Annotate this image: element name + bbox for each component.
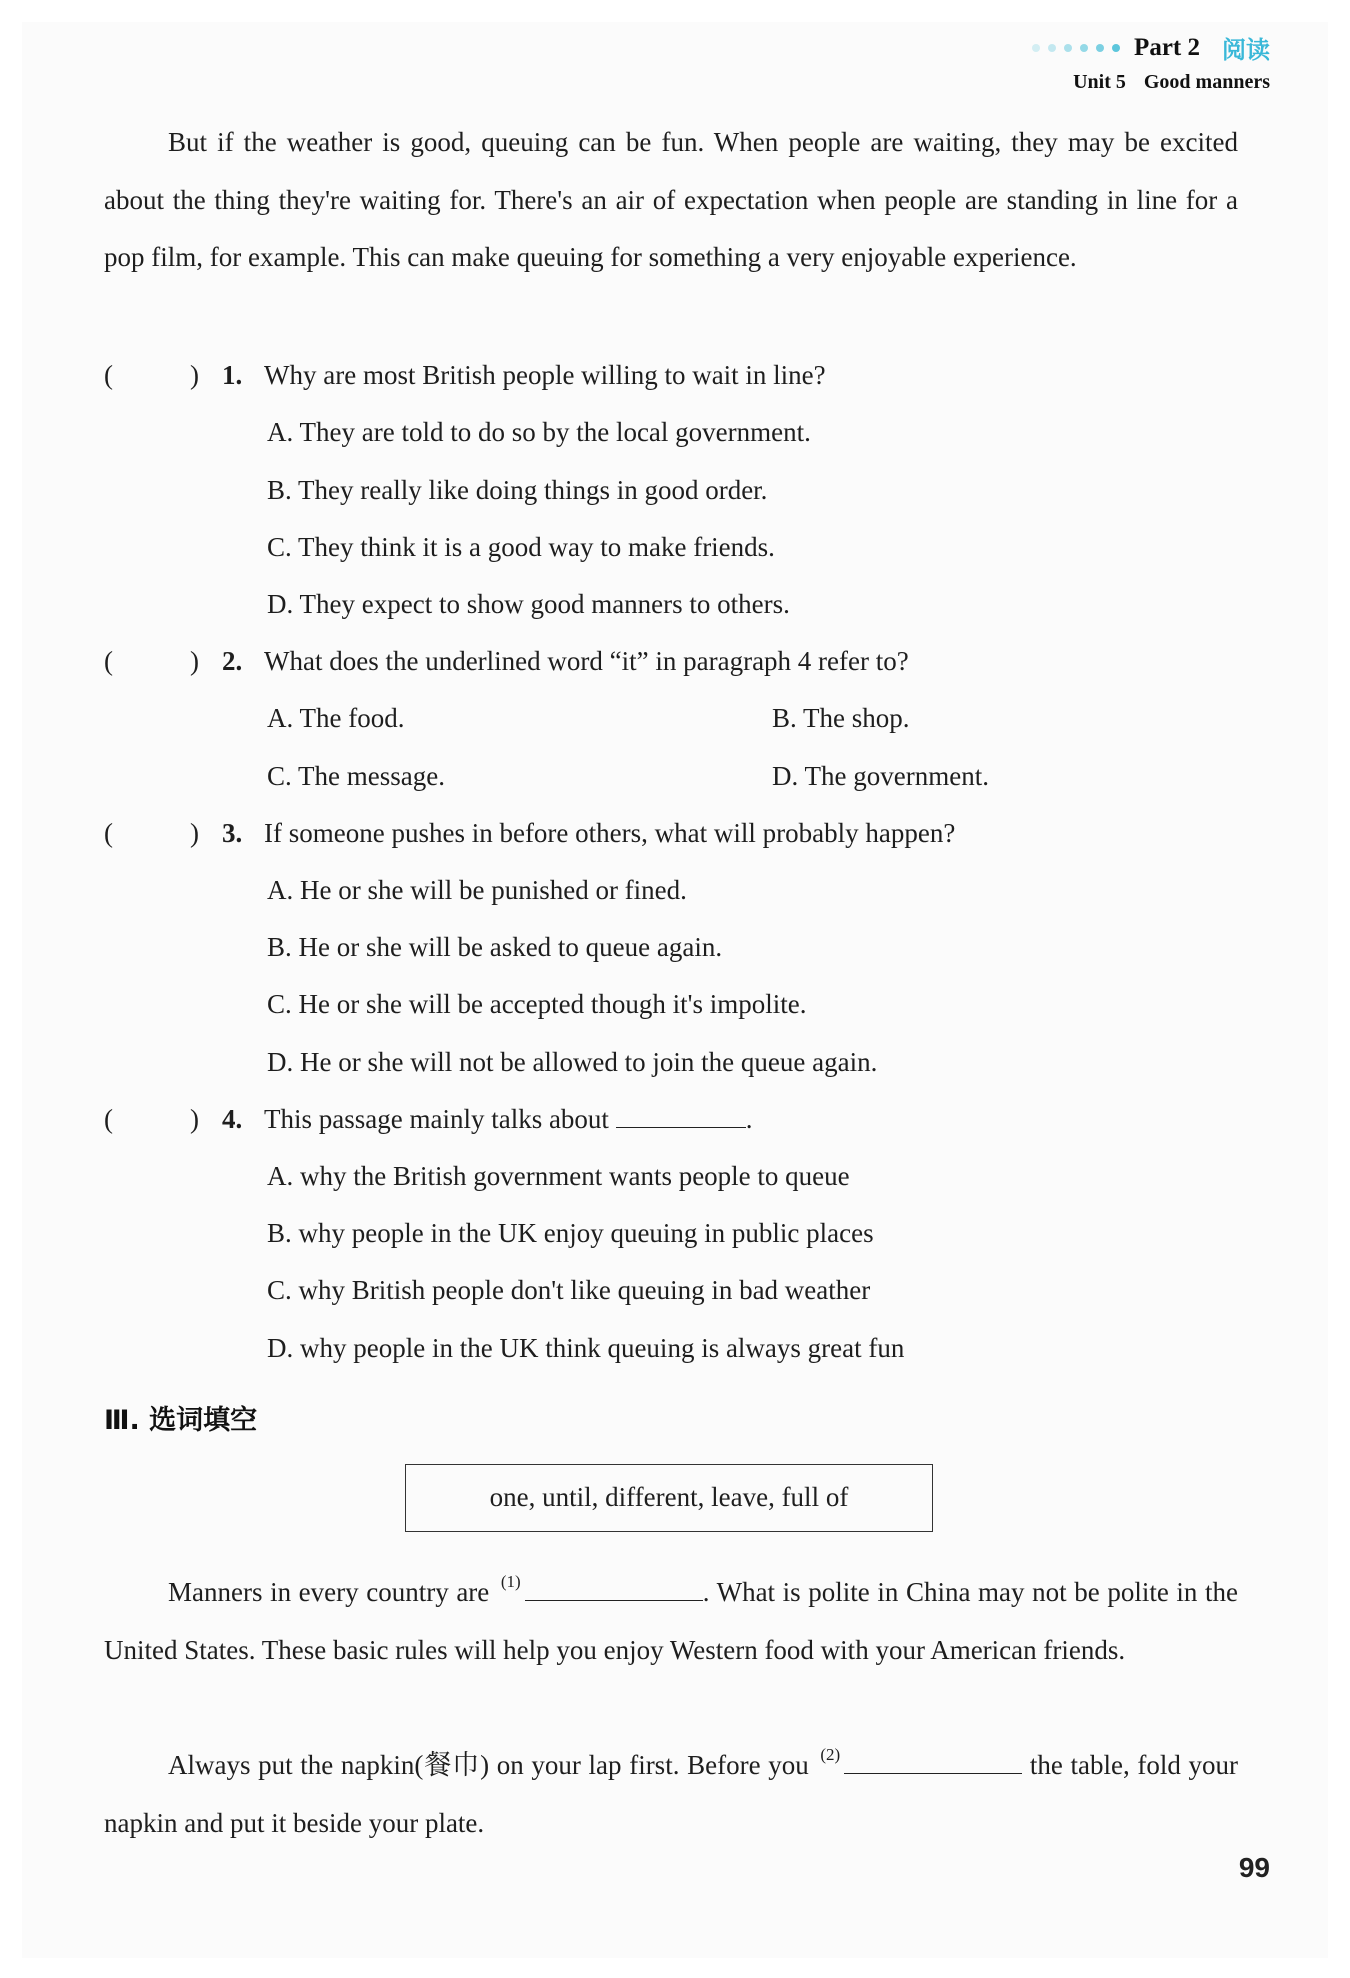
question-4 — [104, 1099, 904, 1139]
option-1b: B. They really like doing things in good order. — [267, 475, 768, 505]
blank-marker: (2) — [820, 1745, 841, 1764]
option-3a: A. He or she will be punished or fined. — [267, 875, 687, 905]
page-header — [1032, 30, 1270, 94]
part-label: Part 2 — [1134, 33, 1200, 61]
option-4d: D. why people in the UK think queuing is always great fun — [267, 1333, 905, 1363]
question-text-after-blank: . — [745, 1104, 753, 1134]
option-1d: D. They expect to show good manners to others. — [267, 589, 790, 619]
blank-marker: (1) — [500, 1572, 521, 1591]
option-4b: B. why people in the UK enjoy queuing in public places — [267, 1218, 874, 1248]
unit-number: Unit 5 — [1073, 71, 1126, 93]
option-3c: C. He or she will be accepted though it's impolite. — [267, 989, 807, 1019]
answer-paren-open: ( — [104, 360, 113, 390]
decorative-dots-icon — [1032, 44, 1120, 52]
cloze-text: . What is polite in China may not be polite in the United States. These basic rules will help you enjoy Western food with your American friends. — [104, 1577, 1239, 1665]
answer-paren-open: ( — [104, 1104, 113, 1134]
word-box: one, until, different, leave, full of — [405, 1464, 933, 1532]
question-number: 3. — [222, 818, 243, 848]
cloze-text: the table, fold your napkin and put it beside your plate. — [104, 1750, 1239, 1838]
option-2b: B. The shop. — [772, 703, 910, 733]
option-4c: C. why British people don't like queuing in bad weather — [267, 1275, 871, 1305]
option-2d: D. The government. — [772, 761, 989, 791]
question-number: 2. — [222, 646, 243, 676]
option-1c: C. They think it is a good way to make friends. — [267, 532, 775, 562]
answer-blank-1 — [525, 1574, 703, 1601]
answer-paren-close: ) — [190, 1104, 199, 1134]
cloze-paragraph-1 — [104, 1553, 1238, 1679]
question-text: Why are most British people willing to wait in line? — [264, 360, 826, 390]
question-text — [264, 1099, 752, 1139]
part-category: 阅读 — [1222, 36, 1270, 64]
passage-paragraph: But if the weather is good, queuing can be fun. When people are waiting, they may be excited about the thing they're waiting for. There's an air of expectation when people are standing in line for a pop film, for example. This can make queuing for something a very enjoyable experience. — [104, 127, 1238, 272]
answer-blank-2 — [844, 1747, 1022, 1774]
answer-paren-close: ) — [190, 818, 199, 848]
question-number: 1. — [222, 360, 243, 390]
answer-blank — [616, 1101, 746, 1128]
answer-paren-close: ) — [190, 646, 199, 676]
question-text: What does the underlined word “it” in paragraph 4 refer to? — [264, 646, 909, 676]
answer-paren-close: ) — [190, 360, 199, 390]
cloze-text: Manners in every country are — [168, 1577, 490, 1607]
header-part-row — [1032, 30, 1270, 65]
page-number: 99 — [1238, 1852, 1270, 1883]
question-number: 4. — [222, 1104, 243, 1134]
cloze-text: Always put the napkin(餐巾) on your lap first. Before you — [168, 1750, 809, 1780]
unit-title: Good manners — [1143, 71, 1270, 93]
option-2a: A. The food. — [267, 703, 405, 733]
answer-paren-open: ( — [104, 818, 113, 848]
question-text: If someone pushes in before others, what will probably happen? — [264, 818, 956, 848]
section-title: Ⅲ. 选词填空 — [104, 1405, 258, 1436]
option-3b: B. He or she will be asked to queue again. — [267, 932, 723, 962]
option-1a: A. They are told to do so by the local government. — [267, 417, 811, 447]
option-3d: D. He or she will not be allowed to join the queue again. — [267, 1047, 878, 1077]
option-2c: C. The message. — [267, 761, 445, 791]
cloze-paragraph-2 — [104, 1726, 1238, 1852]
option-4a: A. why the British government wants people to queue — [267, 1161, 850, 1191]
unit-line — [1032, 71, 1270, 94]
question-text-before-blank: This passage mainly talks about — [264, 1104, 609, 1134]
answer-paren-open: ( — [104, 646, 113, 676]
